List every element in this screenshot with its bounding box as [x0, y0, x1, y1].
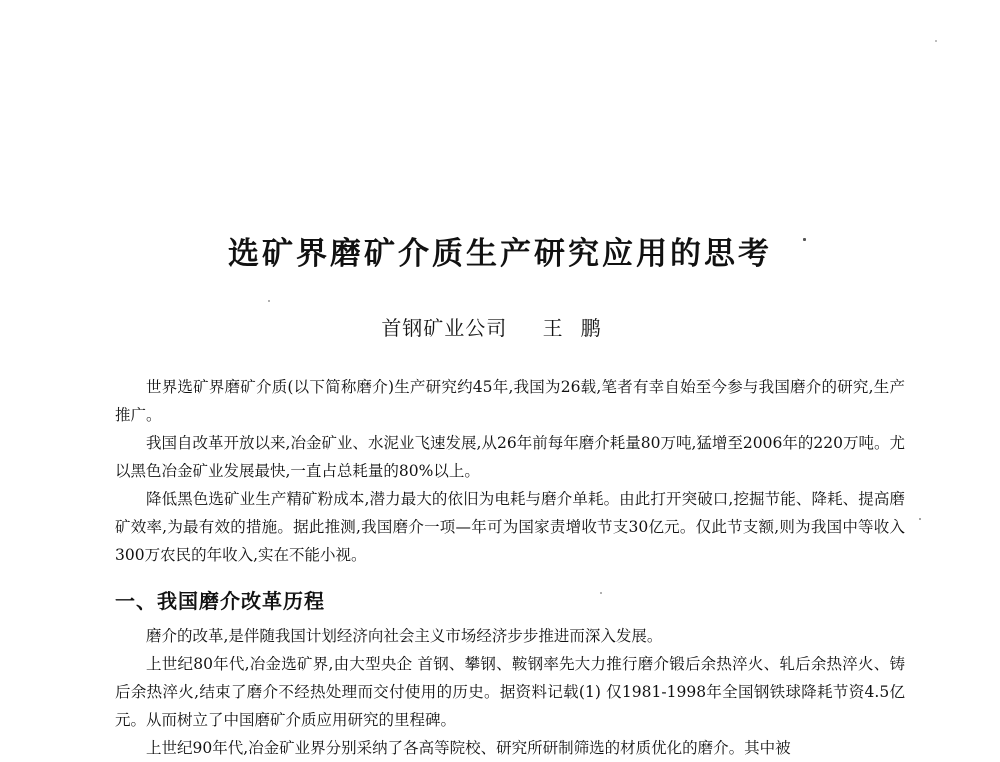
- section-paragraph-2: [115, 650, 905, 734]
- byline: [0, 312, 1000, 341]
- scan-speck: [268, 300, 270, 302]
- paragraph-text: 我国自改革开放以来,冶金矿业、水泥业飞速发展,从26年前每年磨介耗量80万吨,猛增至2006年的220万吨。尤以黑色冶金矿业发展最快,一直占总耗量的80%以上。: [115, 434, 905, 480]
- intro-paragraph-2: [115, 429, 905, 485]
- paragraph-text: 上世纪90年代,冶金矿业界分别采纳了各高等院校、研究所研制筛选的材质优化的磨介。其中被: [146, 739, 791, 757]
- scan-speck: [803, 238, 806, 241]
- paragraph-text: 世界选矿界磨矿介质(以下简称磨介)生产研究约45年,我国为26载,笔者有幸自始至今参与我国磨介的研究,生产推广。: [115, 378, 905, 424]
- section-paragraph-3: [115, 734, 905, 762]
- section-heading: 一、我国磨介改革历程: [115, 589, 325, 613]
- intro-paragraph-3: [115, 485, 905, 569]
- author-name: 王鹏: [542, 316, 619, 340]
- scan-speck: [600, 592, 602, 594]
- scan-speck: [919, 518, 921, 520]
- intro-paragraph-1: [115, 373, 905, 429]
- paragraph-text: 上世纪80年代,冶金选矿界,由大型央企 首钢、攀钢、鞍钢率先大力推行磨介锻后余热淬火、轧后余热淬火、铸后余热淬火,结束了磨介不经热处理而交付使用的历史。据资料记载(1) 仅1981-1998年全国钢铁球降耗节资4.5亿元。从而树立了中国磨矿介质应用研究的里程碑。: [115, 655, 905, 729]
- paragraph-text: 降低黑色选矿业生产精矿粉成本,潜力最大的依旧为电耗与磨介单耗。由此打开突破口,挖掘节能、降耗、提高磨矿效率,为最有效的措施。据此推测,我国磨介一项—年可为国家责增收节支30亿元。仅此节支额,则为我国中等收入300万农民的年收入,实在不能小视。: [115, 490, 905, 564]
- article-title: 选矿界磨矿介质生产研究应用的思考: [228, 236, 772, 272]
- section-paragraph-1: [115, 622, 905, 650]
- paragraph-text: 磨介的改革,是伴随我国计划经济向社会主义市场经济步步推进而深入发展。: [146, 627, 663, 645]
- affiliation: 首钢矿业公司: [381, 316, 508, 340]
- scan-speck: [935, 40, 937, 42]
